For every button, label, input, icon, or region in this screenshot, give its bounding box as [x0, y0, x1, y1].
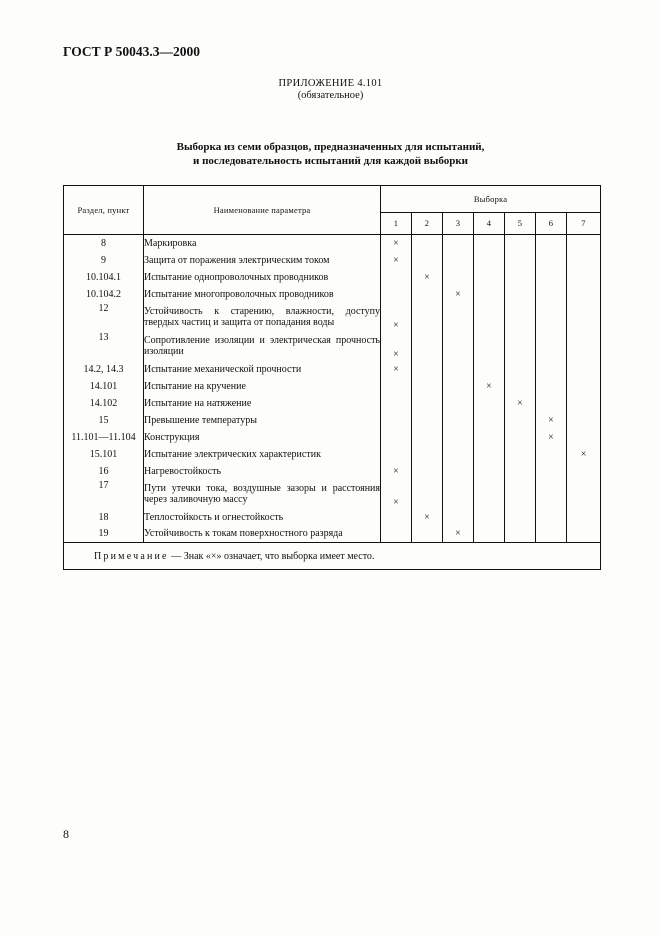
sample-number-header: 4	[474, 213, 505, 235]
sample-6-cell	[536, 252, 567, 269]
sample-7-cell	[567, 412, 601, 429]
sample-1-cell	[381, 235, 412, 252]
sample-mark: ×	[455, 288, 461, 300]
sample-number-header: 1	[381, 213, 412, 235]
table-row	[64, 286, 601, 303]
sample-mark: ×	[455, 528, 461, 540]
sample-5-cell	[505, 252, 536, 269]
sample-mark: ×	[393, 254, 399, 266]
sample-mark: ×	[393, 496, 399, 508]
table-row	[64, 361, 601, 378]
sample-2-cell	[412, 429, 443, 446]
column-header-samples: Выборка	[381, 186, 601, 213]
sample-7-cell	[567, 429, 601, 446]
sample-6-cell	[536, 509, 567, 526]
note-label: Примечание	[94, 550, 169, 562]
sample-3-cell	[443, 361, 474, 378]
sample-4-cell	[474, 235, 505, 252]
sample-number-header: 5	[505, 213, 536, 235]
sample-2-cell	[412, 361, 443, 378]
parameter-cell: Устойчивость к токам поверхностного разряда	[144, 526, 381, 543]
sample-3-cell	[443, 412, 474, 429]
appendix-status: (обязательное)	[297, 90, 364, 101]
samples-table	[63, 185, 601, 570]
sample-1-cell	[381, 509, 412, 526]
sample-6-cell	[536, 480, 567, 509]
sample-6-cell	[536, 332, 567, 361]
sample-6-cell	[536, 412, 567, 429]
section-cell: 18	[64, 509, 144, 526]
sample-4-cell	[474, 252, 505, 269]
sample-mark: ×	[486, 380, 492, 392]
sample-4-cell	[474, 480, 505, 509]
sample-7-cell	[567, 480, 601, 509]
parameter-cell: Испытание на кручение	[144, 378, 381, 395]
sample-5-cell	[505, 378, 536, 395]
sample-5-cell	[505, 526, 536, 543]
sample-1-cell	[381, 286, 412, 303]
sample-4-cell	[474, 303, 505, 332]
table-row	[64, 429, 601, 446]
sample-7-cell	[567, 526, 601, 543]
sample-3-cell	[443, 332, 474, 361]
sample-5-cell	[505, 361, 536, 378]
parameter-cell: Пути утечки тока, воздушные зазоры и расстояния через заливочную массу	[144, 480, 381, 509]
table-row	[64, 252, 601, 269]
sample-5-cell	[505, 332, 536, 361]
sample-1-cell	[381, 480, 412, 509]
sample-6-cell	[536, 395, 567, 412]
sample-2-cell	[412, 269, 443, 286]
parameter-cell: Маркировка	[144, 235, 381, 252]
parameter-cell: Испытание электрических характеристик	[144, 446, 381, 463]
table-row	[64, 509, 601, 526]
sample-mark: ×	[393, 363, 399, 375]
column-header-parameter: Наименование параметра	[144, 186, 381, 235]
note-cell	[64, 543, 601, 570]
table-body	[64, 235, 601, 543]
sample-6-cell	[536, 446, 567, 463]
section-cell: 14.102	[64, 395, 144, 412]
section-cell: 13	[64, 332, 144, 361]
sample-5-cell	[505, 412, 536, 429]
parameter-cell: Испытание многопроволочных проводников	[144, 286, 381, 303]
sample-1-cell	[381, 361, 412, 378]
table-row	[64, 526, 601, 543]
sample-2-cell	[412, 252, 443, 269]
note-text: — Знак «×» означает, что выборка имеет место.	[168, 550, 375, 562]
sample-1-cell	[381, 378, 412, 395]
table-row	[64, 235, 601, 252]
table-row	[64, 480, 601, 509]
sample-5-cell	[505, 463, 536, 480]
section-cell: 16	[64, 463, 144, 480]
parameter-cell: Превышение температуры	[144, 412, 381, 429]
sample-number-header: 7	[567, 213, 601, 235]
section-cell: 11.101—11.104	[64, 429, 144, 446]
table-row	[64, 446, 601, 463]
sample-4-cell	[474, 332, 505, 361]
sample-4-cell	[474, 361, 505, 378]
sample-6-cell	[536, 429, 567, 446]
sample-4-cell	[474, 463, 505, 480]
table-title	[0, 140, 661, 168]
table-row	[64, 378, 601, 395]
table-row	[64, 303, 601, 332]
sample-2-cell	[412, 303, 443, 332]
sample-mark: ×	[548, 431, 554, 443]
sample-6-cell	[536, 286, 567, 303]
sample-mark: ×	[580, 448, 587, 460]
parameter-cell: Защита от поражения электрическим током	[144, 252, 381, 269]
column-header-section: Раздел, пункт	[64, 186, 144, 235]
sample-3-cell	[443, 463, 474, 480]
sample-5-cell	[505, 303, 536, 332]
sample-3-cell	[443, 378, 474, 395]
sample-3-cell	[443, 286, 474, 303]
sample-number-header: 6	[536, 213, 567, 235]
sample-2-cell	[412, 526, 443, 543]
sample-2-cell	[412, 235, 443, 252]
sample-7-cell	[567, 361, 601, 378]
sample-6-cell	[536, 269, 567, 286]
parameter-cell: Конструкция	[144, 429, 381, 446]
sample-1-cell	[381, 429, 412, 446]
sample-7-cell	[567, 252, 601, 269]
sample-mark: ×	[393, 465, 399, 477]
sample-2-cell	[412, 395, 443, 412]
section-cell: 12	[64, 303, 144, 332]
sample-1-cell	[381, 395, 412, 412]
sample-2-cell	[412, 463, 443, 480]
section-cell: 15	[64, 412, 144, 429]
table-title-line-1: Выборка из семи образцов, предназначенных для испытаний,	[176, 141, 485, 153]
sample-5-cell	[505, 269, 536, 286]
sample-1-cell	[381, 332, 412, 361]
sample-7-cell	[567, 286, 601, 303]
sample-3-cell	[443, 509, 474, 526]
sample-mark: ×	[424, 511, 430, 523]
sample-2-cell	[412, 332, 443, 361]
sample-4-cell	[474, 446, 505, 463]
sample-6-cell	[536, 361, 567, 378]
sample-6-cell	[536, 235, 567, 252]
sample-2-cell	[412, 509, 443, 526]
sample-5-cell	[505, 286, 536, 303]
sample-mark: ×	[393, 348, 399, 360]
sample-4-cell	[474, 378, 505, 395]
sample-7-cell	[567, 332, 601, 361]
sample-3-cell	[443, 395, 474, 412]
table-row	[64, 463, 601, 480]
sample-5-cell	[505, 480, 536, 509]
table-row	[64, 412, 601, 429]
sample-7-cell	[567, 235, 601, 252]
sample-7-cell	[567, 509, 601, 526]
sample-4-cell	[474, 429, 505, 446]
sample-1-cell	[381, 252, 412, 269]
sample-7-cell	[567, 395, 601, 412]
section-cell: 15.101	[64, 446, 144, 463]
section-cell: 10.104.2	[64, 286, 144, 303]
parameter-cell: Испытание однопроволочных проводников	[144, 269, 381, 286]
sample-5-cell	[505, 509, 536, 526]
section-cell: 17	[64, 480, 144, 509]
table-title-line-2: и последовательность испытаний для каждой выборки	[193, 155, 468, 167]
sample-6-cell	[536, 526, 567, 543]
sample-4-cell	[474, 526, 505, 543]
section-cell: 19	[64, 526, 144, 543]
sample-6-cell	[536, 463, 567, 480]
section-cell: 10.104.1	[64, 269, 144, 286]
sample-3-cell	[443, 235, 474, 252]
section-cell: 14.101	[64, 378, 144, 395]
parameter-cell: Устойчивость к старению, влажности, доступу твердых частиц и защита от попадания воды	[144, 303, 381, 332]
sample-mark: ×	[393, 319, 399, 331]
sample-3-cell	[443, 429, 474, 446]
sample-5-cell	[505, 235, 536, 252]
sample-1-cell	[381, 446, 412, 463]
sample-6-cell	[536, 378, 567, 395]
table-row	[64, 332, 601, 361]
sample-3-cell	[443, 269, 474, 286]
sample-3-cell	[443, 303, 474, 332]
section-cell: 14.2, 14.3	[64, 361, 144, 378]
sample-2-cell	[412, 412, 443, 429]
sample-2-cell	[412, 378, 443, 395]
sample-2-cell	[412, 446, 443, 463]
table-row	[64, 395, 601, 412]
sample-3-cell	[443, 446, 474, 463]
sample-4-cell	[474, 509, 505, 526]
sample-4-cell	[474, 269, 505, 286]
appendix-title: ПРИЛОЖЕНИЕ 4.101	[278, 78, 383, 89]
sample-mark: ×	[548, 414, 554, 426]
section-cell: 8	[64, 235, 144, 252]
sample-1-cell	[381, 463, 412, 480]
sample-7-cell	[567, 269, 601, 286]
sample-2-cell	[412, 480, 443, 509]
sample-mark: ×	[424, 271, 430, 283]
sample-mark: ×	[393, 237, 399, 249]
sample-7-cell	[567, 378, 601, 395]
parameter-cell: Испытание механической прочности	[144, 361, 381, 378]
sample-4-cell	[474, 412, 505, 429]
sample-mark: ×	[517, 397, 523, 409]
sample-1-cell	[381, 526, 412, 543]
sample-5-cell	[505, 446, 536, 463]
sample-5-cell	[505, 429, 536, 446]
sample-3-cell	[443, 252, 474, 269]
sample-1-cell	[381, 269, 412, 286]
sample-1-cell	[381, 412, 412, 429]
sample-5-cell	[505, 395, 536, 412]
sample-3-cell	[443, 480, 474, 509]
sample-1-cell	[381, 303, 412, 332]
sample-number-header: 2	[412, 213, 443, 235]
sample-4-cell	[474, 395, 505, 412]
sample-number-header: 3	[443, 213, 474, 235]
sample-6-cell	[536, 303, 567, 332]
sample-7-cell	[567, 446, 601, 463]
parameter-cell: Испытание на натяжение	[144, 395, 381, 412]
section-cell: 9	[64, 252, 144, 269]
parameter-cell: Теплостойкость и огнестойкость	[144, 509, 381, 526]
sample-7-cell	[567, 463, 601, 480]
note-row	[64, 543, 601, 570]
sample-4-cell	[474, 286, 505, 303]
parameter-cell: Нагревостойкость	[144, 463, 381, 480]
sample-2-cell	[412, 286, 443, 303]
sample-7-cell	[567, 303, 601, 332]
parameter-cell: Сопротивление изоляции и электрическая прочность изоляции	[144, 332, 381, 361]
sample-3-cell	[443, 526, 474, 543]
table-row	[64, 269, 601, 286]
standard-designation: ГОСТ Р 50043.3—2000	[63, 44, 201, 59]
page-number: 8	[63, 827, 69, 841]
